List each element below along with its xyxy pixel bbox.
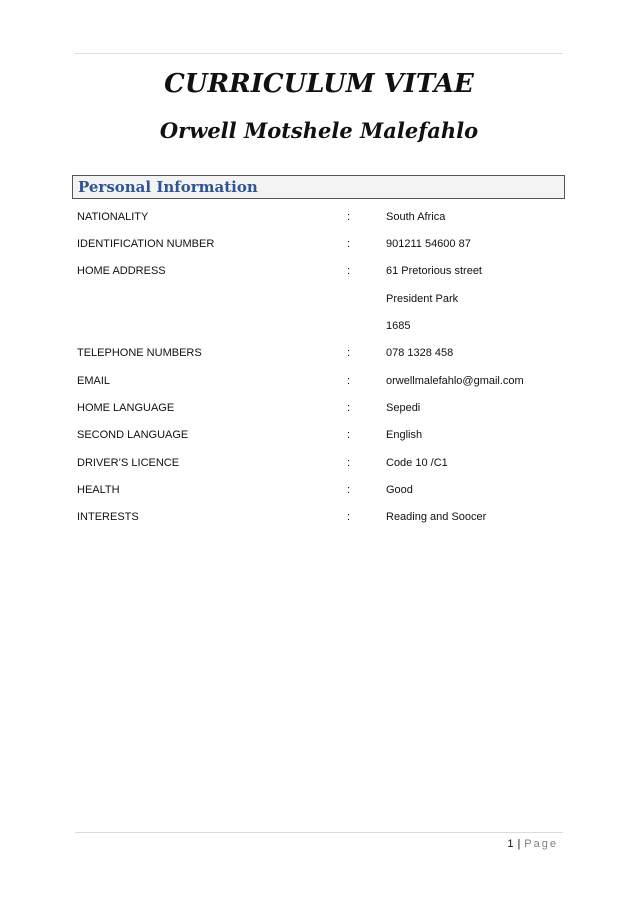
document-title: CURRICULUM VITAE <box>164 69 474 99</box>
info-row-drivers-licence <box>77 453 567 473</box>
info-label: HOME LANGUAGE <box>77 402 175 414</box>
info-colon: : <box>347 402 351 414</box>
info-label: INTERESTS <box>77 511 139 523</box>
info-row-address-line-2 <box>77 289 567 309</box>
info-row-identification-number <box>77 234 567 254</box>
info-value: Code 10 /C1 <box>386 457 448 469</box>
section-title: Personal Information <box>78 178 258 196</box>
info-value: South Africa <box>386 211 446 223</box>
info-value: President Park <box>386 293 459 305</box>
info-label: HEALTH <box>77 484 120 496</box>
page-number: 1 <box>507 838 514 850</box>
section-header-personal-information <box>72 175 565 199</box>
info-colon: : <box>347 511 351 523</box>
info-row-telephone-numbers <box>77 343 567 363</box>
info-value: Good <box>386 484 413 496</box>
info-row-email <box>77 371 567 391</box>
info-label: TELEPHONE NUMBERS <box>77 347 202 359</box>
info-row-home-language <box>77 398 567 418</box>
info-row-address-line-3 <box>77 316 567 336</box>
info-value: 078 1328 458 <box>386 347 454 359</box>
info-value: English <box>386 429 423 441</box>
info-label: IDENTIFICATION NUMBER <box>77 238 215 250</box>
info-row-health <box>77 480 567 500</box>
info-label: DRIVER’S LICENCE <box>77 457 180 469</box>
footer-rule <box>75 832 563 833</box>
candidate-name: Orwell Motshele Malefahlo <box>159 118 479 143</box>
info-value: Sepedi <box>386 402 421 414</box>
info-colon: : <box>347 347 351 359</box>
info-value: 901211 54600 87 <box>386 238 471 250</box>
info-row-interests <box>77 507 567 527</box>
info-colon: : <box>347 375 351 387</box>
info-colon: : <box>347 457 351 469</box>
info-label: HOME ADDRESS <box>77 265 166 277</box>
info-colon: : <box>347 211 351 223</box>
info-row-home-address <box>77 261 567 281</box>
page-separator: | <box>517 838 521 850</box>
info-label: SECOND LANGUAGE <box>77 429 189 441</box>
info-label: EMAIL <box>77 375 111 387</box>
info-value: orwellmalefahlo@gmail.com <box>386 375 524 387</box>
info-colon: : <box>347 429 351 441</box>
info-row-second-language <box>77 425 567 445</box>
info-row-nationality <box>77 207 567 227</box>
info-value: 1685 <box>386 320 411 332</box>
info-colon: : <box>347 484 351 496</box>
page-footer <box>507 835 558 853</box>
info-label: NATIONALITY <box>77 211 149 223</box>
info-value: 61 Pretorious street <box>386 265 482 277</box>
info-value: Reading and Soocer <box>386 511 487 523</box>
info-colon: : <box>347 265 351 277</box>
info-colon: : <box>347 238 351 250</box>
header-rule <box>75 53 563 54</box>
page-word: Page <box>524 838 558 850</box>
